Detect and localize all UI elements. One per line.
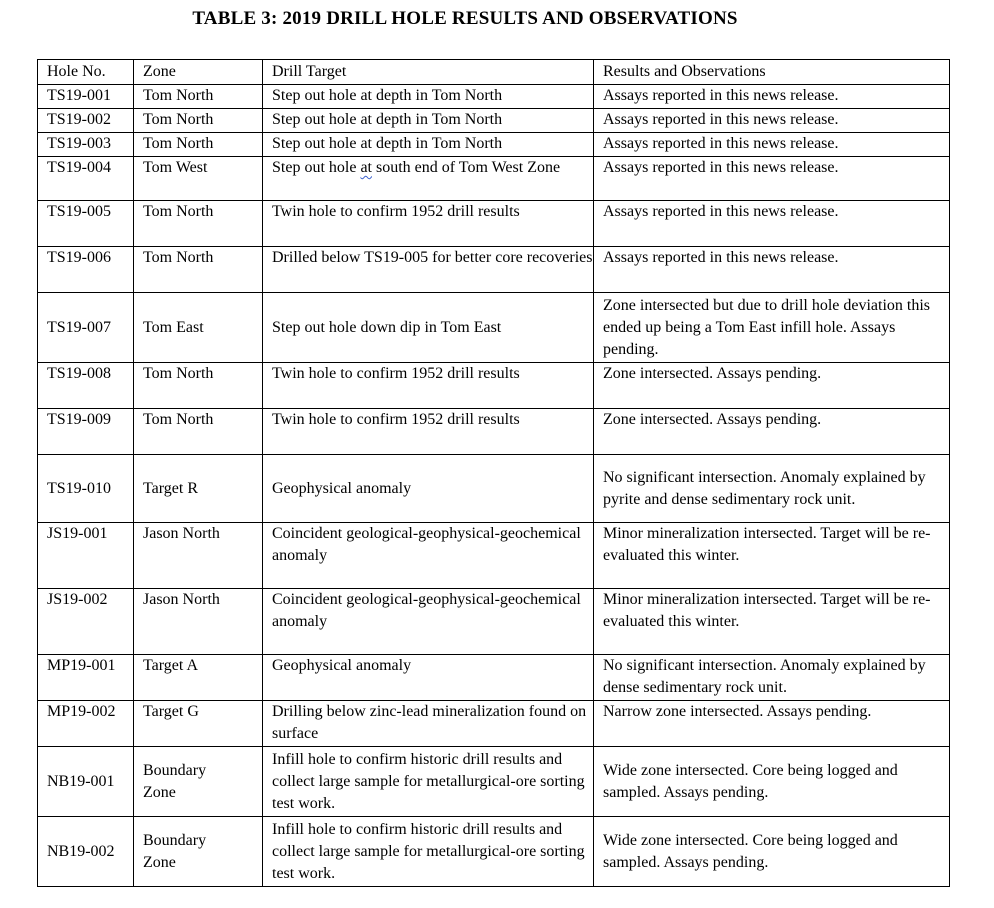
header-results: Results and Observations [594,60,950,85]
result-cell: Assays reported in this news release. [594,201,950,247]
table-row [38,701,950,747]
zone-cell: Tom East [134,293,263,363]
table-row [38,817,950,887]
hole-cell: JS19-001 [38,523,134,589]
result-cell: Assays reported in this news release. [594,109,950,133]
target-cell [263,157,594,201]
result-cell: Assays reported in this news release. [594,133,950,157]
table-row [38,133,950,157]
hole-cell: TS19-007 [38,293,134,363]
zone-cell: Target A [134,655,263,701]
hole-cell: MP19-002 [38,701,134,747]
zone-cell: Jason North [134,589,263,655]
hole-cell: TS19-003 [38,133,134,157]
zone-cell: Tom North [134,363,263,409]
header-drill-target: Drill Target [263,60,594,85]
table-row [38,655,950,701]
target-cell: Step out hole at depth in Tom North [263,133,594,157]
table-row [38,293,950,363]
result-cell: Zone intersected but due to drill hole deviation this ended up being a Tom East infill hole. Assays pending. [594,293,950,363]
target-cell: Drilling below zinc-lead mineralization found on surface [263,701,594,747]
zone-cell: Tom North [134,201,263,247]
header-hole-no: Hole No. [38,60,134,85]
hole-cell: TS19-002 [38,109,134,133]
target-cell: Coincident geological-geophysical-geochemical anomaly [263,589,594,655]
target-cell: Geophysical anomaly [263,655,594,701]
table-row [38,201,950,247]
target-cell: Step out hole down dip in Tom East [263,293,594,363]
hole-cell: TS19-008 [38,363,134,409]
result-cell: Wide zone intersected. Core being logged and sampled. Assays pending. [594,747,950,817]
target-cell: Infill hole to confirm historic drill results and collect large sample for metallurgical-ore sorting test work. [263,747,594,817]
result-cell: Assays reported in this news release. [594,85,950,109]
target-cell: Coincident geological-geophysical-geochemical anomaly [263,523,594,589]
spellcheck-marked-word: at [360,159,372,176]
zone-cell: Tom North [134,247,263,293]
table-row [38,589,950,655]
result-cell: Minor mineralization intersected. Target will be re-evaluated this winter. [594,523,950,589]
hole-cell: TS19-005 [38,201,134,247]
header-row [38,60,950,85]
table-row [38,85,950,109]
hole-cell: NB19-002 [38,817,134,887]
zone-cell: Tom North [134,409,263,455]
zone-cell: Tom North [134,85,263,109]
target-cell: Geophysical anomaly [263,455,594,523]
zone-cell: Boundary Zone [134,747,263,817]
table-row [38,363,950,409]
header-zone: Zone [134,60,263,85]
result-cell: Minor mineralization intersected. Target will be re-evaluated this winter. [594,589,950,655]
drill-results-table [37,59,950,887]
target-cell: Twin hole to confirm 1952 drill results [263,409,594,455]
target-cell: Twin hole to confirm 1952 drill results [263,201,594,247]
zone-cell: Tom North [134,133,263,157]
result-cell: Zone intersected. Assays pending. [594,409,950,455]
hole-cell: TS19-006 [38,247,134,293]
result-cell: No significant intersection. Anomaly explained by pyrite and dense sedimentary rock unit. [594,455,950,523]
result-cell: Narrow zone intersected. Assays pending. [594,701,950,747]
zone-cell: Tom North [134,109,263,133]
hole-cell: TS19-009 [38,409,134,455]
hole-cell: TS19-010 [38,455,134,523]
table-row [38,157,950,201]
result-cell: Assays reported in this news release. [594,247,950,293]
zone-cell: Tom West [134,157,263,201]
zone-cell: Target R [134,455,263,523]
table-row [38,109,950,133]
table-title: TABLE 3: 2019 DRILL HOLE RESULTS AND OBSERVATIONS [192,8,738,29]
hole-cell: MP19-001 [38,655,134,701]
target-cell: Step out hole at depth in Tom North [263,109,594,133]
result-cell: No significant intersection. Anomaly explained by dense sedimentary rock unit. [594,655,950,701]
table-row [38,247,950,293]
table-row [38,409,950,455]
table-row [38,747,950,817]
table-row [38,523,950,589]
zone-cell: Boundary Zone [134,817,263,887]
target-cell: Step out hole at depth in Tom North [263,85,594,109]
table-row [38,455,950,523]
hole-cell: NB19-001 [38,747,134,817]
result-cell: Wide zone intersected. Core being logged and sampled. Assays pending. [594,817,950,887]
zone-cell: Target G [134,701,263,747]
result-cell: Assays reported in this news release. [594,157,950,201]
target-text: Step out hole [272,159,361,176]
target-cell: Infill hole to confirm historic drill results and collect large sample for metallurgical-ore sorting test work. [263,817,594,887]
zone-cell: Jason North [134,523,263,589]
target-cell: Twin hole to confirm 1952 drill results [263,363,594,409]
hole-cell: JS19-002 [38,589,134,655]
result-cell: Zone intersected. Assays pending. [594,363,950,409]
hole-cell: TS19-001 [38,85,134,109]
target-cell: Drilled below TS19-005 for better core recoveries [263,247,594,293]
target-text: south end of Tom West Zone [371,159,561,176]
hole-cell: TS19-004 [38,157,134,201]
